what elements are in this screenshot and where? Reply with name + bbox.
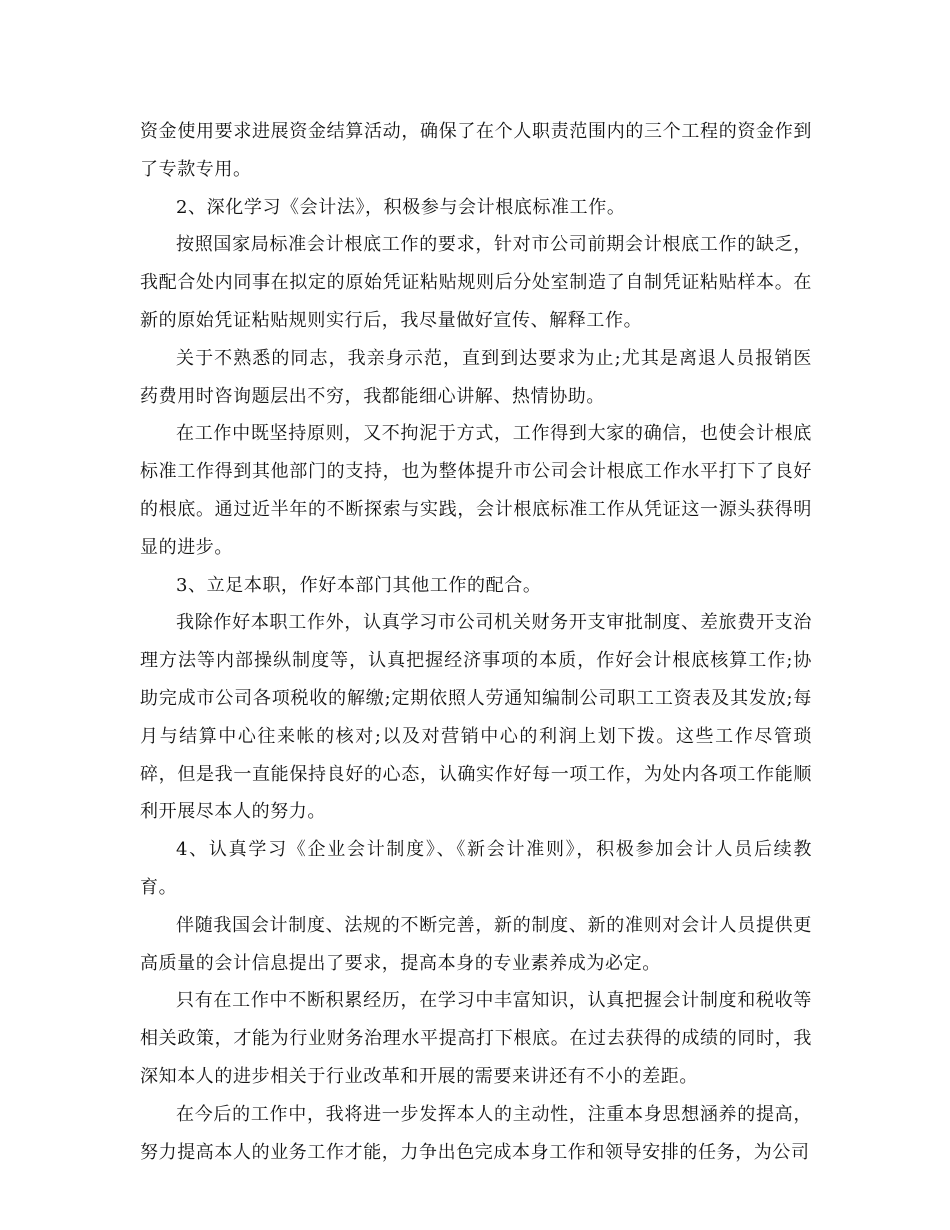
paragraph: 伴随我国会计制度、法规的不断完善，新的制度、新的准则对会计人员提供更高质量的会计信息提出了要求，提高本身的专业素养成为必定。: [140, 914, 812, 974]
paragraph: 我除作好本职工作外，认真学习市公司机关财务开支审批制度、差旅费开支治理方法等内部操纵制度等，认真把握经济事项的本质，作好会计根底核算工作;协助完成市公司各项税收的解缴;定期依照人劳通知编制公司职工工资表及其发放;每月与结算中心往来帐的核对;以及对营销中心的利润上划下拨。这些工作尽管琐碎，但是我一直能保持良好的心态，认确实作好每一项工作，为处内各项工作能顺利开展尽本人的努力。: [140, 612, 812, 823]
paragraph: 在今后的工作中，我将进一步发挥本人的主动性，注重本身思想涵养的提高，努力提高本人的业务工作才能，力争出色完成本身工作和领导安排的任务，为公司: [140, 1103, 812, 1163]
paragraph: 在工作中既坚持原则，又不拘泥于方式，工作得到大家的确信，也使会计根底标准工作得到其他部门的支持，也为整体提升市公司会计根底工作水平打下了良好的根底。通过近半年的不断探索与实践，会计根底标准工作从凭证这一源头获得明显的进步。: [140, 423, 812, 558]
paragraph: 只有在工作中不断积累经历，在学习中丰富知识，认真把握会计制度和税收等相关政策，才能为行业财务治理水平提高打下根底。在过去获得的成绩的同时，我深知本人的进步相关于行业改革和开展的需要来讲还有不小的差距。: [140, 990, 812, 1087]
paragraph: 按照国家局标准会计根底工作的要求，针对市公司前期会计根底工作的缺乏，我配合处内同事在拟定的原始凭证粘贴规则后分处室制造了自制凭证粘贴样本。在新的原始凭证粘贴规则实行后，我尽量做好宣传、解释工作。: [140, 234, 812, 331]
paragraph: 关于不熟悉的同志，我亲身示范，直到到达要求为止;尤其是离退人员报销医药费用时咨询题层出不穷，我都能细心讲解、热情协助。: [140, 347, 812, 407]
section-heading-4: 4、认真学习《企业会计制度》、《新会计准则》，积极参加会计人员后续教育。: [140, 839, 812, 898]
paragraph: 资金使用要求进展资金结算活动，确保了在个人职责范围内的三个工程的资金作到了专款专用。: [140, 121, 812, 180]
section-heading-3: 3、立足本职，作好本部门其他工作的配合。: [176, 574, 542, 596]
document-body: [140, 113, 812, 1171]
section-heading-2: 2、深化学习《会计法》，积极参与会计根底标准工作。: [176, 196, 626, 218]
